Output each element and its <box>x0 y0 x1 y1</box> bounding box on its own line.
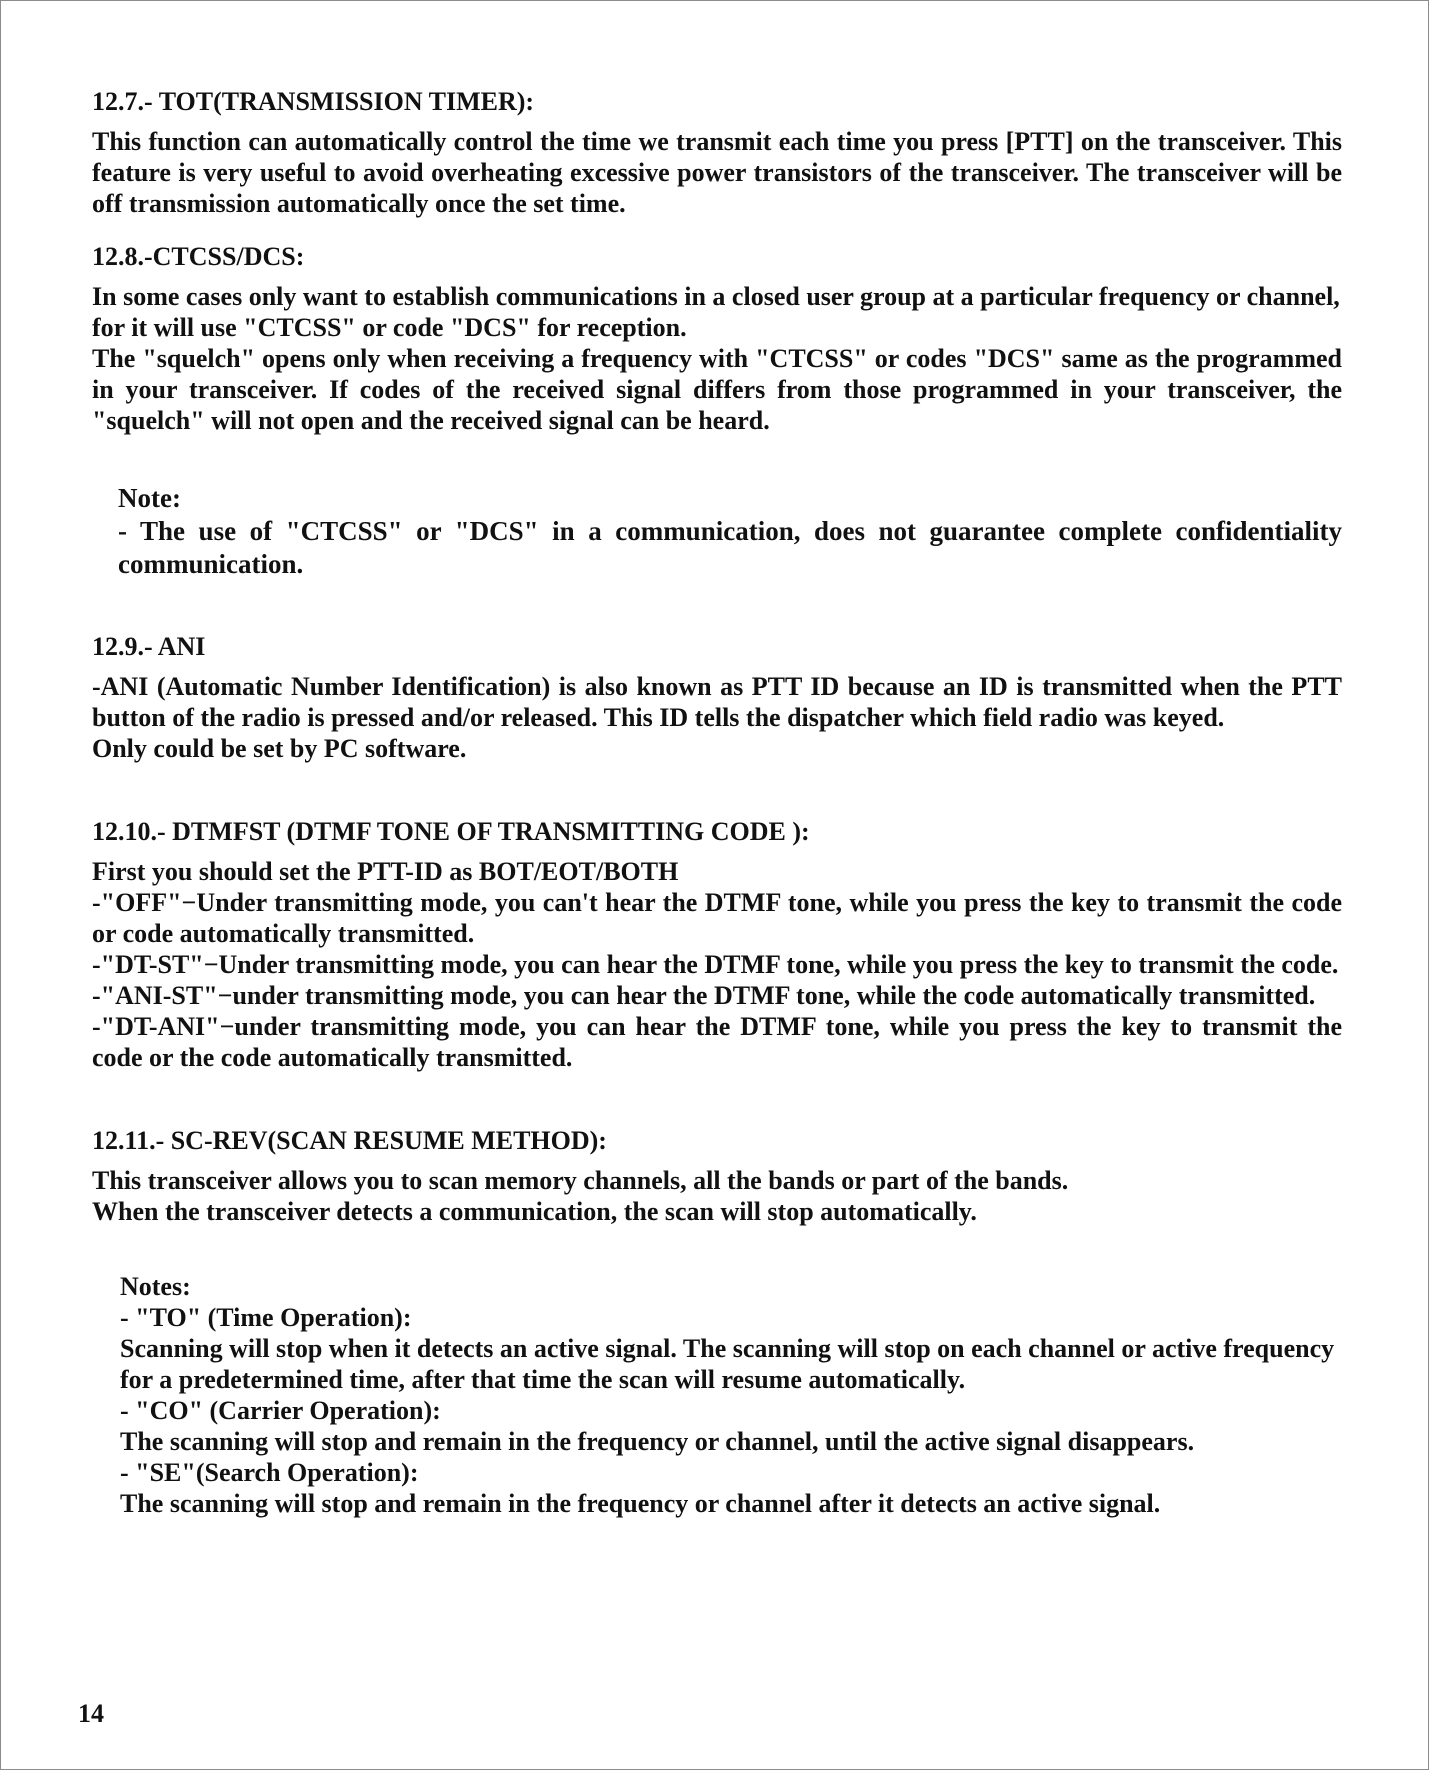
section-paragraph: First you should set the PTT-ID as BOT/EOT/BOTH <box>92 857 679 886</box>
section-paragraph: -"DT-ST"−Under transmitting mode, you can hear the DTMF tone, while you press the key to transmit the code. <box>92 950 1339 979</box>
page-number: 14 <box>78 1699 104 1728</box>
section-paragraph: The "squelch" opens only when receiving a frequency with "CTCSS" or codes "DCS" same as the programmed in your transceiver. If codes of the received signal differs from those programmed in your transceiver, the "squelch" will not open and the received signal can be heard. <box>92 344 1342 435</box>
notes-line: - "CO" (Carrier Operation): <box>120 1396 441 1425</box>
section-paragraph: This function can automatically control the time we transmit each time you press [PTT] on the transceiver. This feature is very useful to avoid overheating excessive power transistors of the transceiver. The transceiver will be off transmission automatically once the set time. <box>92 127 1342 218</box>
section-paragraph: -"OFF"−Under transmitting mode, you can't hear the DTMF tone, while you press the key to transmit the code or code automatically transmitted. <box>92 888 1342 948</box>
section-ani <box>92 631 1342 764</box>
notes-line: The scanning will stop and remain in the frequency or channel after it detects an active signal. <box>120 1489 1161 1518</box>
section-ctcss-dcs <box>92 241 1342 581</box>
notes-line: The scanning will stop and remain in the frequency or channel, until the active signal disappears. <box>120 1427 1195 1456</box>
section-paragraph: When the transceiver detects a communication, the scan will stop automatically. <box>92 1197 977 1226</box>
section-title: 12.11.- SC-REV(SCAN RESUME METHOD): <box>92 1126 607 1155</box>
notes-heading: Notes: <box>120 1272 191 1301</box>
notes-box <box>120 1271 1342 1519</box>
section-sc-rev <box>92 1125 1342 1519</box>
notes-line: Scanning will stop when it detects an active signal. The scanning will stop on each channel or active frequency for a predetermined time, after that time the scan will resume automatically. <box>120 1334 1335 1394</box>
section-paragraph: -"DT-ANI"−under transmitting mode, you can hear the DTMF tone, while you press the key to transmit the code or the code automatically transmitted. <box>92 1012 1342 1072</box>
section-title: 12.7.- TOT(TRANSMISSION TIMER): <box>92 87 535 116</box>
manual-page-content <box>92 86 1342 1519</box>
section-tot <box>92 86 1342 219</box>
section-title: 12.8.-CTCSS/DCS: <box>92 242 305 271</box>
section-paragraph: -"ANI-ST"−under transmitting mode, you can hear the DTMF tone, while the code automatically transmitted. <box>92 981 1316 1010</box>
section-paragraph: -ANI (Automatic Number Identification) is also known as PTT ID because an ID is transmitted when the PTT button of the radio is pressed and/or released. This ID tells the dispatcher which field radio was keyed. <box>92 672 1342 732</box>
notes-line: - "TO" (Time Operation): <box>120 1303 412 1332</box>
note-heading: Note: <box>118 483 181 513</box>
section-paragraph: In some cases only want to establish communications in a closed user group at a particular frequency or channel, for it will use "CTCSS" or code "DCS" for reception. <box>92 282 1340 342</box>
section-dtmfst <box>92 816 1342 1073</box>
note-box <box>118 482 1342 581</box>
section-title: 12.10.- DTMFST (DTMF TONE OF TRANSMITTING CODE ): <box>92 817 810 846</box>
section-paragraph: Only could be set by PC software. <box>92 734 467 763</box>
note-text: - The use of "CTCSS" or "DCS" in a communication, does not guarantee complete confidentiality communication. <box>118 516 1342 579</box>
section-paragraph: This transceiver allows you to scan memory channels, all the bands or part of the bands. <box>92 1166 1069 1195</box>
section-title: 12.9.- ANI <box>92 632 206 661</box>
notes-line: - "SE"(Search Operation): <box>120 1458 419 1487</box>
